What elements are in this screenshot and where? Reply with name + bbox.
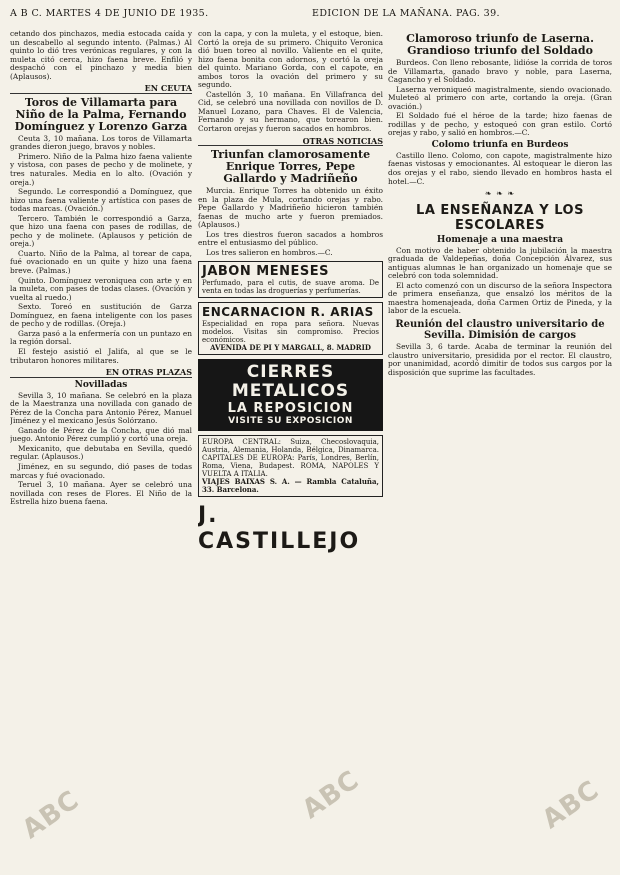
ad-title: ENCARNACION R. ARIAS — [202, 305, 374, 320]
ad-text: EUROPA CENTRAL: Suiza, Checoslovaquia, Austria, Alemania, Holanda, Bélgica, Dinamarca. CAPITALES DE EUROPA: París, Londres, Berlín, Roma, Viena, Budapest. ROMA, NAPOLES Y VUELTA A ITALIA. — [202, 438, 379, 479]
paragraph: El Soldado fué el héroe de la tarde; hizo faenas de rodillas y de pecho, y estoqueó con gran estilo. Cortó orejas y rabo, y salió en hombros.—C. — [388, 111, 612, 138]
headline-homenaje: Homenaje a una maestra — [436, 234, 564, 245]
col1-intro: cetando dos pinchazos, media estocada caída y un descabello al segundo intento. (Palmas.) Al quinto lo dió tres verónicas regulares, y con la muleta citó cerca, hizo faena breve. Enfiló y despachó con el pinchazo y media bien (Aplausos). — [10, 30, 192, 81]
ornament-divider: ❧ ❧ ❧ — [484, 189, 516, 199]
header-left: A B C. MARTES 4 DE JUNIO DE 1935. — [10, 8, 209, 19]
paragraph: Primero. Niño de la Palma hizo faena valiente y vistosa, con pases de pecho y de molinete, y tres naturales. Media en lo alto. (Ovación y oreja.) — [10, 151, 192, 187]
headline-claustro: Reunión del claustro universitario de Sevilla. Dimisión de cargos — [395, 319, 605, 342]
paragraph: Ganado de Pérez de la Concha, que dió mal juego. Antonio Pérez cumplió y cortó una oreja. — [10, 425, 192, 444]
column-3 — [388, 30, 612, 865]
paragraph: Sevilla 3, 6 tarde. Acaba de terminar la reunión del claustro universitario, presidida por el rector. El claustro, por unanimidad, acordó dimitir de todos sus cargos por la disposición que suprime las facultades. — [388, 342, 612, 377]
ad-footer: VIAJES BAIXAS S. A. — Rambla Cataluña, 33. Barcelona. — [202, 477, 379, 495]
ad-address: AVENIDA DE PI Y MARGALL, 8. MADRID — [210, 343, 371, 353]
column-2 — [198, 30, 383, 865]
paragraph: Burdeos. Con lleno rebosante, lidióse la corrida de toros de Villamarta, ganado bravo y noble, para Laserna, Cagancho y el Soldado. — [388, 58, 612, 85]
paragraph: Quinto. Domínguez veroniquea con arte y en la muleta, con pases de todas clases. (Ovación y vuelta al ruedo.) — [10, 275, 192, 302]
paragraph: Ceuta 3, 10 mañana. Los toros de Villamarta grandes dieron juego, bravos y nobles. — [10, 133, 192, 152]
paragraph: Castillo lleno. Colomo, con capote, magistralmente hizo faenas vistosas y emocionantes. Al estoquear le dieron las dos orejas y el rabo, siendo llevado en hombros hasta el hotel.—C. — [388, 150, 612, 186]
headline-laserna: Clamoroso triunfo de Laserna. Grandioso triunfo del Soldado — [406, 32, 594, 57]
headline-ceuta: Toros de Villamarta para Niño de la Palma, Fernando Domínguez y Lorenzo Garza — [14, 95, 188, 133]
section-label-ceuta: EN CEUTA — [10, 84, 192, 94]
paragraph: Segundo. Le correspondió a Domínguez, que hizo una faena valiente y artística con pases de todas marcas. (Ovación.) — [10, 187, 192, 214]
paragraph: Sexto. Toreó en sustitución de Garza Domínguez, en faena inteligente con los pases de pecho y de rodillas. (Oreja.) — [10, 302, 192, 329]
watermark-logo: ABC — [297, 764, 366, 826]
paragraph: Garza pasó a la enfermería con un puntazo en la región dorsal. — [10, 328, 192, 347]
paragraph: Sevilla 3, 10 mañana. Se celebró en la plaza de la Maestranza una novillada con ganado de Pérez de la Concha para Antonio Pérez, Manuel Jiménez y el mexicano Jesús Solórzano. — [10, 390, 192, 426]
ad-encarnacion-arias — [198, 302, 383, 355]
paragraph: Tercero. También le correspondió a Garza, que hizo una faena con pases de rodillas, de pecho y de molinete. (Aplausos y petición de oreja.) — [10, 213, 192, 249]
headline-ensenanza: LA ENSEÑANZA Y LOS ESCOLARES — [416, 202, 584, 233]
paragraph: Con motivo de haber obtenido la jubilación la maestra graduada de Valdepeñas, doña Concepción Álvarez, sus antiguas alumnas le han organizado un homenaje que se celebró con toda solemnidad. — [388, 245, 612, 281]
ad-cierres-metalicos — [198, 359, 383, 431]
paragraph: Jiménez, en su segundo, dió pases de todas marcas y fué ovacionado. — [10, 461, 192, 480]
paragraph: Castellón 3, 10 mañana. En Villafranca del Cid, se celebró una novillada con novillos de D. Manuel Lozano, para Chaves. El de Valencia, Fernando y su hermano, que torearon bien. Cortaron orejas y fueron sacados en hombros. — [198, 89, 383, 134]
ad-castillejo: J. CASTILLEJO — [198, 503, 361, 555]
ad-subtitle: LA REPOSICION — [227, 401, 354, 417]
ad-viajes — [198, 435, 383, 497]
paragraph: Los tres diestros fueron sacados a hombros entre el entusiasmo del público. — [198, 229, 383, 248]
headline-triunfan: Triunfan clamorosamente Enrique Torres, Pepe Gallardo y Madriñeño — [210, 148, 371, 186]
ad-jabon-meneses — [198, 261, 383, 298]
paragraph: Cuarto. Niño de la Palma, al torear de capa, fué ovacionado en un quite y hizo una faena breve. (Palmas.) — [10, 248, 192, 276]
paragraph: El festejo asistió el Jalifa, al que se le tributaron honores militares. — [10, 346, 192, 365]
section-label-otras-plazas: EN OTRAS PLAZAS — [10, 368, 192, 378]
section-label-otras-noticias: OTRAS NOTICIAS — [198, 137, 383, 147]
paragraph: Murcia. Enrique Torres ha obtenido un éxito en la plaza de Mula, cortando orejas y rabo. Pepe Gallardo y Madriñeño hicieron también faenas de mucho arte y fueron premiados. (Aplausos.) — [198, 186, 383, 230]
headline-novilladas: Novilladas — [74, 379, 128, 390]
ad-text: Especialidad en ropa para señora. Nuevas modelos. Visitas sin compromiso. Precios económicos. — [202, 320, 379, 345]
paragraph: El acto comenzó con un discurso de la señora Inspectora de primera enseñanza, que ensalzó los méritos de la maestra homenajeada, doña Carmen Ortiz de Pineda, y la labor de la escuela. — [388, 280, 612, 316]
paragraph: Teruel 3, 10 mañana. Ayer se celebró una novillada con reses de Flores. El Niño de la Estrella hizo buena faena. — [10, 480, 192, 507]
paragraph: Laserna veroniqueó magistralmente, siendo ovacionado. Muleteó al primero con arte, cortando la oreja. (Gran ovación.) — [388, 84, 612, 111]
col2-intro: con la capa, y con la muleta, y el estoque, bien. Cortó la oreja de su primero. Chiquito Veronica dió buen toreo al novillo. Valiente en el quite, hizo faena bonita con adornos, y cortó la oreja del quinto. Mariano Gorda, con el capote, en ambos toros la ovación del primero y su segundo. — [198, 30, 383, 90]
ad-tagline: VISITE SU EXPOSICION — [228, 416, 353, 427]
watermark-logo: ABC — [17, 784, 86, 846]
paragraph: Los tres salieron en hombros.—C. — [206, 247, 333, 257]
header-right: EDICION DE LA MAÑANA. PAG. 39. — [312, 8, 500, 19]
page-header — [0, 8, 620, 26]
watermark-logo: ABC — [537, 774, 606, 836]
ad-text: Perfumado, para el cutis, de suave aroma. De venta en todas las droguerías y perfumerías. — [202, 279, 379, 296]
headline-colomo: Colomo triunfa en Burdeos — [431, 139, 569, 150]
ad-title: CIERRES METALICOS — [231, 362, 350, 402]
ad-title: JABON MENESES — [202, 264, 329, 280]
paragraph: Mexicanito, que debutaba en Sevilla, quedó regular. (Aplausos.) — [10, 443, 192, 462]
column-1 — [10, 30, 192, 865]
